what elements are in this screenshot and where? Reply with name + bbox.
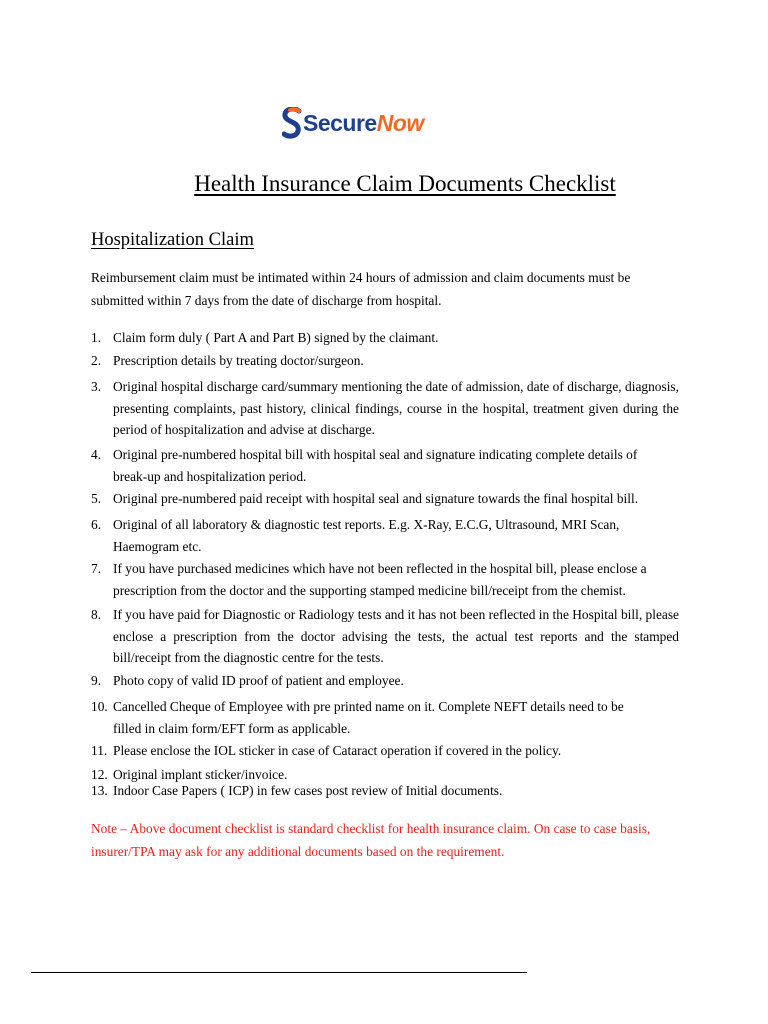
- item-number: 11.: [91, 743, 108, 758]
- checklist-item: [91, 514, 651, 557]
- footer-divider: [31, 972, 527, 973]
- checklist-item: [91, 376, 679, 441]
- item-number: 5.: [91, 491, 102, 506]
- item-number: 3.: [91, 379, 102, 394]
- securenow-logo: [282, 104, 424, 142]
- item-number: 13.: [91, 783, 108, 798]
- logo-word-now: Now: [376, 109, 424, 136]
- checklist-item: [91, 604, 679, 669]
- item-number: 12.: [91, 767, 108, 782]
- item-text: Photo copy of valid ID proof of patient and employee.: [113, 673, 404, 688]
- item-text: Prescription details by treating doctor/surgeon.: [113, 353, 364, 368]
- note-paragraph: Note – Above document checklist is standard checklist for health insurance claim. On case to case basis, insurer/TPA may ask for any additional documents based on the requirement.: [91, 821, 651, 859]
- item-text: If you have purchased medicines which have not been reflected in the hospital bill, please enclose a prescription from the doctor and the supporting stamped medicine bill/receipt from the chemist.: [113, 561, 647, 598]
- checklist-item: [91, 696, 651, 739]
- item-number: 8.: [91, 607, 102, 622]
- item-text: Please enclose the IOL sticker in case of Cataract operation if covered in the policy.: [113, 743, 562, 758]
- checklist-item: [91, 350, 679, 372]
- item-text: Original implant sticker/invoice.: [113, 767, 288, 782]
- item-number: 7.: [91, 561, 102, 576]
- checklist-item: [91, 444, 651, 487]
- item-text: Original pre-numbered paid receipt with hospital seal and signature towards the final hospital bill.: [113, 491, 639, 506]
- item-number: 9.: [91, 673, 102, 688]
- item-text: Original hospital discharge card/summary mentioning the date of admission, date of discharge, diagnosis, presenting complaints, past history, clinical findings, course in the hospital, treatment given during the period of hospitalization and advise at discharge.: [113, 379, 679, 437]
- item-number: 10.: [91, 699, 108, 714]
- logo-wordmark: [303, 109, 424, 136]
- logo-word-secure: Secure: [303, 109, 377, 136]
- section-title: Hospitalization Claim: [91, 230, 254, 250]
- checklist-item: [91, 327, 679, 349]
- item-number: 4.: [91, 447, 102, 462]
- document-title: Health Insurance Claim Documents Checklist: [194, 171, 616, 196]
- item-text: If you have paid for Diagnostic or Radiology tests and it has not been reflected in the Hospital bill, please enclose a prescription from the doctor advising the tests, the actual test reports and the stamped bill/receipt from the diagnostic centre for the tests.: [113, 607, 679, 665]
- item-number: 2.: [91, 353, 102, 368]
- item-number: 1.: [91, 330, 102, 345]
- item-number: 6.: [91, 517, 102, 532]
- shield-s-icon: [282, 107, 302, 139]
- item-text: Original pre-numbered hospital bill with hospital seal and signature indicating complete details of break-up and hospitalization period.: [113, 447, 638, 484]
- checklist-item: [91, 488, 679, 510]
- item-text: Indoor Case Papers ( ICP) in few cases post review of Initial documents.: [113, 783, 503, 798]
- intro-paragraph: Reimbursement claim must be intimated within 24 hours of admission and claim documents must be submitted within 7 days from the date of discharge from hospital.: [91, 270, 631, 308]
- item-text: Cancelled Cheque of Employee with pre printed name on it. Complete NEFT details need to be filled in claim form/EFT form as applicable.: [113, 699, 624, 736]
- checklist-item: [91, 670, 679, 692]
- item-text: Claim form duly ( Part A and Part B) signed by the claimant.: [113, 330, 439, 345]
- checklist-item: [91, 780, 679, 802]
- item-text: Original of all laboratory & diagnostic test reports. E.g. X-Ray, E.C.G, Ultrasound, MRI Scan, Haemogram etc.: [113, 517, 620, 554]
- checklist-item: [91, 740, 679, 762]
- checklist-item: [91, 558, 679, 601]
